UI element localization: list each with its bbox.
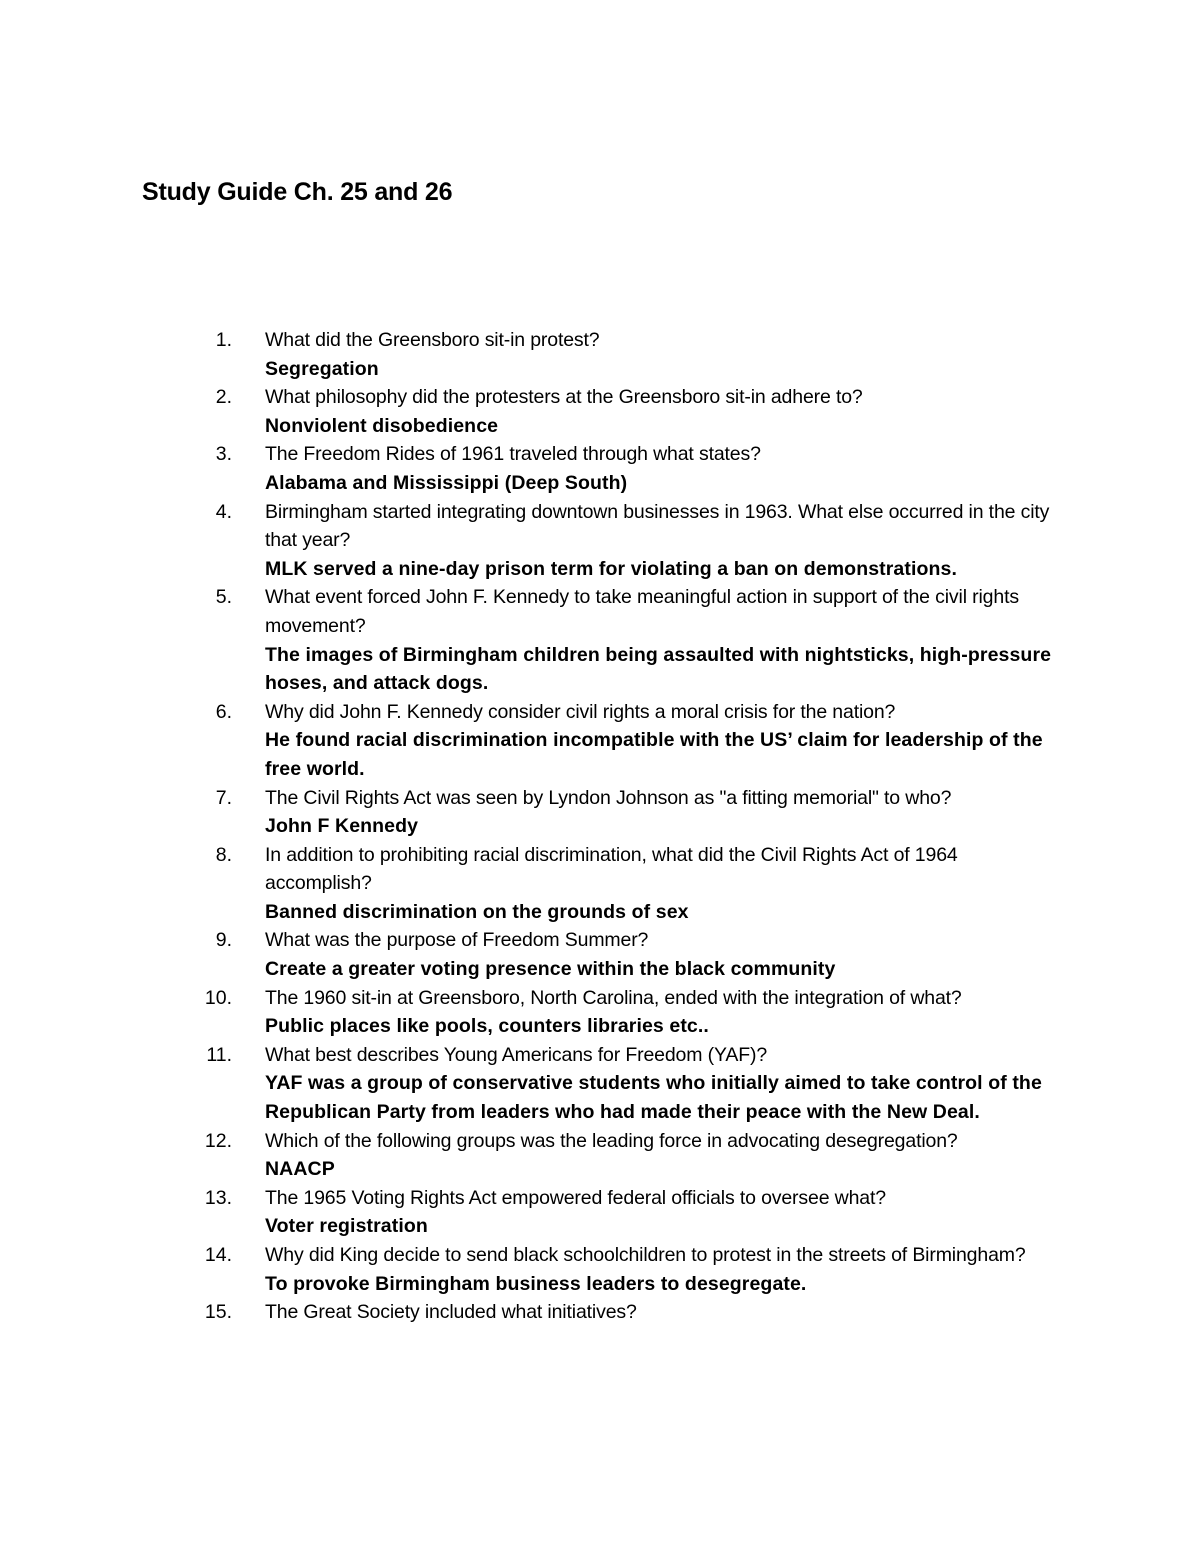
list-item — [0, 498, 1200, 584]
item-number: 11. — [206, 1043, 232, 1066]
question-text: What did the Greensboro sit-in protest? — [265, 329, 600, 351]
question-text: The Great Society included what initiatives? — [265, 1301, 637, 1324]
item-number: 13. — [204, 1186, 232, 1209]
question-text: In addition to prohibiting racial discrimination, what did the Civil Rights Act of 1964 accomplish? — [265, 843, 958, 895]
item-number: 10. — [204, 986, 232, 1009]
list-item — [0, 841, 1200, 927]
list-item — [0, 1241, 1200, 1298]
item-number: 4. — [215, 500, 232, 523]
question-text: The 1965 Voting Rights Act empowered federal officials to oversee what? — [265, 1186, 886, 1209]
answer-text: John F Kennedy — [265, 815, 419, 838]
question-text: Why did John F. Kennedy consider civil rights a moral crisis for the nation? — [265, 700, 896, 723]
item-number: 12. — [204, 1129, 232, 1152]
question-text: Which of the following groups was the leading force in advocating desegregation? — [265, 1129, 958, 1152]
list-item — [0, 583, 1200, 697]
list-item — [0, 1041, 1200, 1127]
list-item — [0, 784, 1200, 841]
question-text: The 1960 sit-in at Greensboro, North Carolina, ended with the integration of what? — [265, 986, 962, 1009]
item-number: 1. — [215, 329, 232, 351]
list-item — [0, 326, 1200, 383]
question-text: What event forced John F. Kennedy to take meaningful action in support of the civil rights movement? — [265, 586, 1019, 637]
question-text: What philosophy did the protesters at the Greensboro sit-in adhere to? — [265, 386, 863, 409]
list-item — [0, 926, 1200, 983]
item-number: 3. — [215, 443, 232, 466]
question-text: What was the purpose of Freedom Summer? — [265, 929, 649, 952]
answer-text: MLK served a nine-day prison term for violating a ban on demonstrations. — [265, 557, 957, 580]
answer-text: YAF was a group of conservative students who initially aimed to take control of the Republican Party from leaders who had made their peace with the New Deal. — [265, 1072, 1042, 1124]
answer-text: Public places like pools, counters libraries etc.. — [265, 1015, 709, 1038]
list-item — [0, 1127, 1200, 1184]
item-number: 9. — [215, 929, 232, 952]
question-text: Birmingham started integrating downtown businesses in 1963. What else occurred in the city that year? — [265, 500, 1050, 552]
question-text: What best describes Young Americans for Freedom (YAF)? — [265, 1043, 768, 1066]
answer-text: To provoke Birmingham business leaders to desegregate. — [265, 1272, 807, 1295]
answer-text: Voter registration — [265, 1215, 428, 1238]
question-text: The Freedom Rides of 1961 traveled through what states? — [265, 443, 761, 466]
item-number: 15. — [204, 1301, 232, 1324]
document-title: Study Guide Ch. 25 and 26 — [142, 178, 453, 206]
list-item — [0, 1298, 1200, 1327]
answer-text: Segregation — [265, 357, 379, 380]
answer-text: NAACP — [265, 1158, 335, 1181]
item-number: 8. — [215, 843, 232, 866]
item-number: 2. — [215, 386, 232, 409]
item-number: 7. — [215, 786, 232, 809]
answer-text: Banned discrimination on the grounds of sex — [265, 900, 689, 923]
answer-text: Alabama and Mississippi (Deep South) — [265, 471, 628, 494]
answer-text: He found racial discrimination incompatible with the US’ claim for leadership of the free world. — [265, 729, 1043, 780]
list-item — [0, 383, 1200, 440]
list-item — [0, 1184, 1200, 1241]
item-number: 5. — [215, 586, 232, 609]
question-text: The Civil Rights Act was seen by Lyndon Johnson as "a fitting memorial" to who? — [265, 786, 952, 809]
list-item — [0, 984, 1200, 1041]
question-text: Why did King decide to send black schoolchildren to protest in the streets of Birmingham? — [265, 1244, 1026, 1266]
item-number: 6. — [215, 700, 232, 723]
answer-text: Create a greater voting presence within the black community — [265, 958, 836, 981]
item-number: 14. — [204, 1244, 232, 1266]
question-list — [0, 326, 1200, 1327]
list-item — [0, 440, 1200, 497]
answer-text: Nonviolent disobedience — [265, 414, 499, 437]
list-item — [0, 698, 1200, 784]
answer-text: The images of Birmingham children being assaulted with nightsticks, high-pressure hoses, and attack dogs. — [265, 643, 1052, 695]
